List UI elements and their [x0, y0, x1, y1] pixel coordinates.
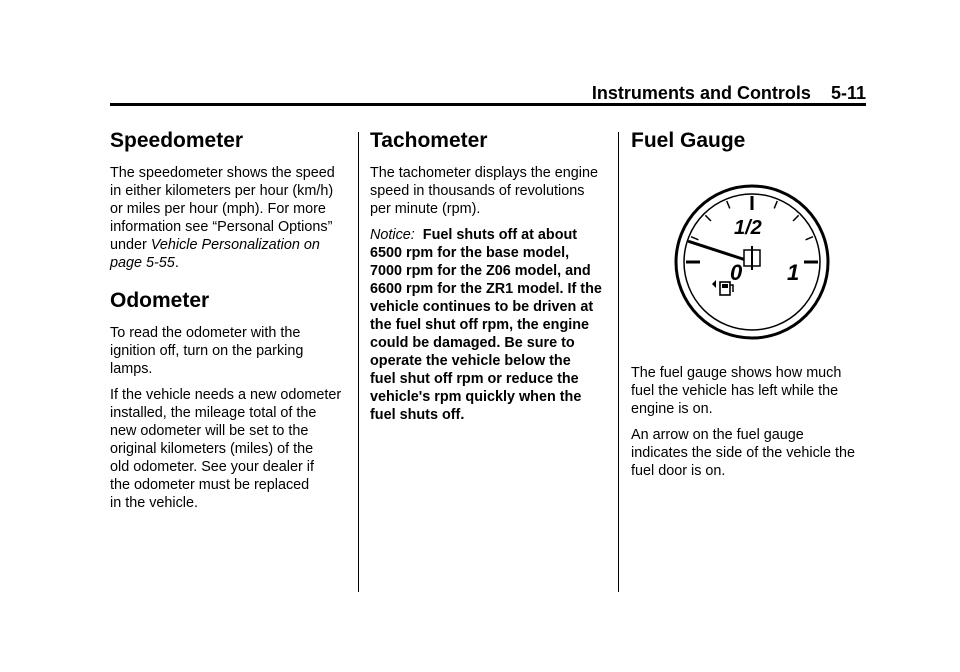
- column-divider-2: [618, 132, 619, 592]
- text-line: speed in thousands of revolutions: [370, 183, 585, 199]
- fuel-gauge-heading: Fuel Gauge: [631, 129, 746, 152]
- header-section: Instruments and Controls: [591, 83, 811, 103]
- text-line: lamps.: [110, 361, 153, 377]
- text-line: Fuel shuts off at about: [422, 227, 578, 243]
- gauge-label-empty: 0: [730, 260, 743, 285]
- fuel-gauge-svg: [672, 182, 832, 342]
- fuel-gauge-paragraph-1: [631, 364, 871, 418]
- header-page-number: 5-11: [830, 83, 866, 103]
- header-title: [592, 83, 866, 104]
- text-line: operate the vehicle below the: [370, 353, 571, 369]
- text-line: vehicle continues to be driven at: [370, 299, 594, 315]
- text-line: The fuel gauge shows how much: [631, 365, 842, 381]
- cross-reference-link[interactable]: Vehicle Personalization on: [150, 237, 320, 253]
- text-line: ignition off, turn on the parking: [110, 343, 304, 359]
- text-line: indicates the side of the vehicle the: [631, 445, 855, 461]
- text-line: 6500 rpm for the base model,: [370, 245, 570, 261]
- odometer-heading: Odometer: [110, 289, 210, 312]
- column-left: [110, 128, 350, 512]
- text-line: An arrow on the fuel gauge: [631, 427, 804, 443]
- text-line: fuel door is on.: [631, 463, 726, 479]
- column-middle: [370, 128, 610, 424]
- text-line: fuel shut off rpm or reduce the: [370, 371, 579, 387]
- column-divider-1: [358, 132, 359, 592]
- fuel-gauge-paragraph-2: [631, 426, 871, 480]
- text-line: 6600 rpm for the ZR1 model. If the: [370, 281, 602, 297]
- cross-reference-link[interactable]: page 5-55: [110, 255, 175, 271]
- text-line: installed, the mileage total of the: [110, 405, 317, 421]
- text-line: information see “Personal Options”: [110, 219, 333, 235]
- column-right: [631, 128, 871, 154]
- text-line: To read the odometer with the: [110, 325, 301, 341]
- text-line: old odometer. See your dealer if: [110, 459, 314, 475]
- header-rule: [110, 103, 866, 106]
- text-line: the fuel shut off rpm, the engine: [370, 317, 590, 333]
- gauge-label-full: 1: [787, 260, 800, 285]
- text-line: in the vehicle.: [110, 495, 198, 511]
- odometer-paragraph-2: [110, 386, 350, 512]
- text-line: vehicle's rpm quickly when the: [370, 389, 582, 405]
- fuel-gauge-text: [631, 364, 871, 480]
- text-line: could be damaged. Be sure to: [370, 335, 575, 351]
- text-line: 7000 rpm for the Z06 model, and: [370, 263, 591, 279]
- text-line: in either kilometers per hour (km/h): [110, 183, 334, 199]
- speedometer-heading: Speedometer: [110, 129, 244, 152]
- text-line: The speedometer shows the speed: [110, 165, 335, 181]
- fuel-gauge-illustration: [672, 182, 832, 342]
- text-line: The tachometer displays the engine: [370, 165, 598, 181]
- text-line: per minute (rpm).: [370, 201, 481, 217]
- text-line: fuel the vehicle has left while the: [631, 383, 839, 399]
- tachometer-paragraph-1: [370, 164, 610, 218]
- page-header: [110, 80, 866, 104]
- text-line: or miles per hour (mph). For more: [110, 201, 326, 217]
- tachometer-heading: Tachometer: [370, 129, 488, 152]
- tachometer-notice: [370, 226, 610, 424]
- text-line: If the vehicle needs a new odometer: [110, 387, 342, 403]
- text-line: the odometer must be replaced: [110, 477, 310, 493]
- text-line: fuel shuts off.: [370, 407, 465, 423]
- text-line: under: [110, 237, 151, 253]
- odometer-paragraph-1: [110, 324, 350, 378]
- text-punct: .: [174, 255, 179, 271]
- text-line: engine is on.: [631, 401, 713, 417]
- text-line: new odometer will be set to the: [110, 423, 309, 439]
- speedometer-body: [110, 164, 350, 272]
- gauge-label-half: 1/2: [734, 217, 762, 239]
- notice-label: Notice:: [370, 227, 415, 243]
- text-line: original kilometers (miles) of the: [110, 441, 314, 457]
